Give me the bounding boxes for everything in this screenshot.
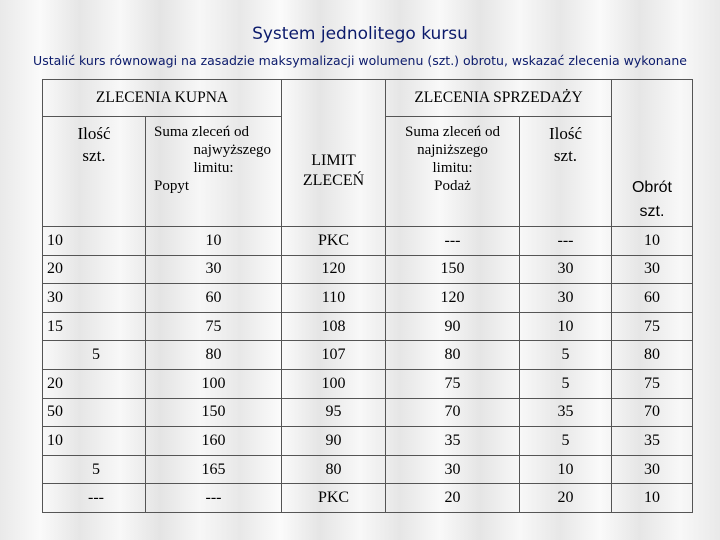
order-limit-cell: 100 [282, 369, 386, 398]
demand-sum-cell: 10 [146, 227, 282, 256]
demand-sum-cell: 75 [146, 312, 282, 341]
order-limit-cell: 110 [282, 284, 386, 313]
supply-sum-cell: 120 [386, 284, 520, 313]
demand-sum-header-line: najwyższego [193, 142, 271, 158]
buy-quantity-cell: 5 [43, 455, 146, 484]
order-rows [43, 227, 693, 513]
demand-sum-cell: --- [146, 484, 282, 513]
supply-sum-cell: 80 [386, 341, 520, 370]
buy-quantity-cell: 20 [43, 255, 146, 284]
order-limit-cell: 120 [282, 255, 386, 284]
sell-quantity-cell: 30 [520, 284, 612, 313]
buy-quantity-cell: 10 [43, 227, 146, 256]
order-limit-header-line: LIMIT [311, 152, 356, 170]
supply-sum-cell: --- [386, 227, 520, 256]
demand-sum-header-line: limitu: [193, 160, 234, 176]
turnover-cell: 70 [612, 398, 693, 427]
demand-sum-cell: 160 [146, 427, 282, 456]
demand-sum-cell: 100 [146, 369, 282, 398]
table-row [43, 455, 693, 484]
buy-quantity-cell: 10 [43, 427, 146, 456]
turnover-cell: 80 [612, 341, 693, 370]
buy-quantity-cell: 5 [43, 341, 146, 370]
turnover-header-line: szt. [639, 203, 665, 220]
supply-sum-cell: 75 [386, 369, 520, 398]
order-limit-cell: 80 [282, 455, 386, 484]
table-row [43, 341, 693, 370]
supply-sum-header-line: Podaż [434, 178, 471, 194]
table-row [43, 398, 693, 427]
demand-sum-cell: 30 [146, 255, 282, 284]
sell-quantity-cell: --- [520, 227, 612, 256]
sell-quantity-cell: 30 [520, 255, 612, 284]
page-title: System jednolitego kursu [252, 24, 468, 44]
turnover-cell: 35 [612, 427, 693, 456]
order-limit-cell: 95 [282, 398, 386, 427]
order-limit-cell: 108 [282, 312, 386, 341]
supply-sum-cell: 30 [386, 455, 520, 484]
turnover-header-line: Obrót [631, 179, 672, 196]
demand-sum-cell: 60 [146, 284, 282, 313]
turnover-cell: 60 [612, 284, 693, 313]
limit-group-spacer [282, 80, 386, 117]
table-row [43, 227, 693, 256]
table-row [43, 427, 693, 456]
demand-sum-header [146, 117, 282, 227]
table-row [43, 284, 693, 313]
turnover-cell: 75 [612, 369, 693, 398]
buy-quantity-cell: 15 [43, 312, 146, 341]
demand-sum-cell: 150 [146, 398, 282, 427]
demand-sum-header-line: Suma zleceń od [154, 124, 249, 140]
sell-quantity-cell: 35 [520, 398, 612, 427]
supply-sum-cell: 90 [386, 312, 520, 341]
sell-quantity-cell: 10 [520, 455, 612, 484]
page-subtitle: Ustalić kurs równowagi na zasadzie maksymalizacji wolumenu (szt.) obrotu, wskazać zlecenia wykonane [33, 53, 687, 68]
buy-quantity-cell: 50 [43, 398, 146, 427]
turnover-cell: 30 [612, 255, 693, 284]
order-limit-cell: 90 [282, 427, 386, 456]
supply-sum-header [386, 117, 520, 227]
demand-sum-cell: 165 [146, 455, 282, 484]
buy-quantity-cell: 20 [43, 369, 146, 398]
table-row [43, 484, 693, 513]
turnover-cell: 30 [612, 455, 693, 484]
sell-quantity-cell: 5 [520, 369, 612, 398]
sell-quantity-header [520, 117, 612, 227]
order-book-table [42, 79, 693, 513]
buy-quantity-cell: --- [43, 484, 146, 513]
table-row [43, 255, 693, 284]
sell-quantity-cell: 20 [520, 484, 612, 513]
order-limit-header-line: ZLECEŃ [302, 172, 365, 190]
table-row [43, 312, 693, 341]
sell-quantity-header-line: szt. [553, 146, 578, 165]
buy-orders-group-header: ZLECENIA KUPNA [43, 80, 282, 117]
demand-sum-header-line: Popyt [154, 178, 190, 194]
sell-quantity-cell: 5 [520, 341, 612, 370]
supply-sum-cell: 20 [386, 484, 520, 513]
buy-quantity-header-line: szt. [82, 146, 106, 165]
sell-quantity-header-line: Ilość [548, 124, 583, 143]
supply-sum-header-line: Suma zleceń od [405, 124, 500, 140]
buy-quantity-header [43, 117, 146, 227]
sell-quantity-cell: 5 [520, 427, 612, 456]
buy-quantity-cell: 30 [43, 284, 146, 313]
order-limit-cell: PKC [282, 484, 386, 513]
supply-sum-cell: 35 [386, 427, 520, 456]
order-limit-cell: 107 [282, 341, 386, 370]
turnover-header [612, 80, 693, 227]
supply-sum-header-line: najniższego [417, 142, 488, 158]
sell-orders-group-header: ZLECENIA SPRZEDAŻY [386, 80, 612, 117]
table-row [43, 369, 693, 398]
supply-sum-cell: 150 [386, 255, 520, 284]
supply-sum-header-line: limitu: [432, 160, 473, 176]
turnover-cell: 10 [612, 227, 693, 256]
supply-sum-cell: 70 [386, 398, 520, 427]
demand-sum-cell: 80 [146, 341, 282, 370]
turnover-cell: 10 [612, 484, 693, 513]
buy-quantity-header-line: Ilość [77, 124, 111, 143]
order-limit-header [282, 117, 386, 227]
sell-quantity-cell: 10 [520, 312, 612, 341]
turnover-cell: 75 [612, 312, 693, 341]
order-limit-cell: PKC [282, 227, 386, 256]
